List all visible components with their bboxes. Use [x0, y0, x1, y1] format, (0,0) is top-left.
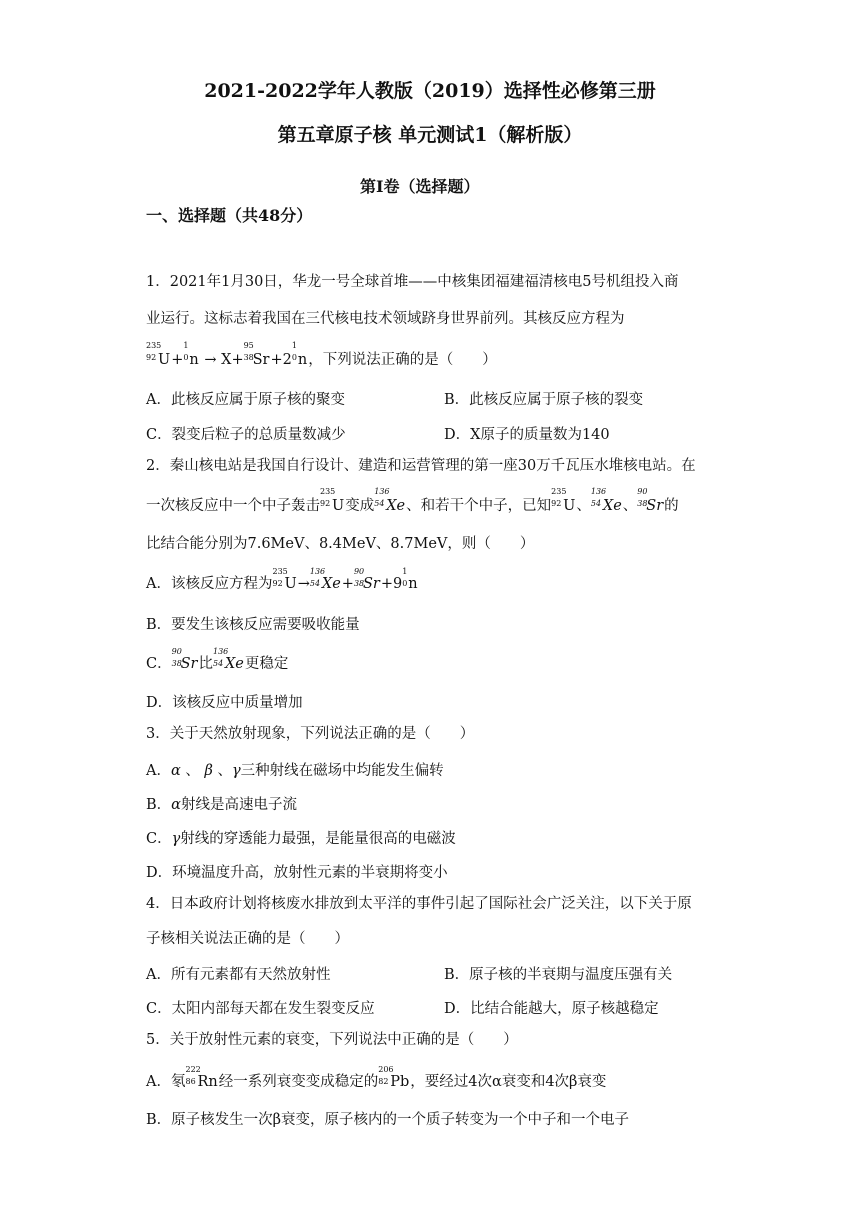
q1-option-a: A．此核反应属于原子核的聚变 [146, 392, 345, 408]
q3-option-a: A．α 、 β 、γ三种射线在磁场中均能发生偏转 [146, 763, 444, 779]
q1-option-c: C．裂变后粒子的总质量数减少 [146, 427, 346, 443]
document-title-line2: 第五章原子核 单元测试1（解析版） [277, 124, 583, 146]
arrow-symbol: → [204, 352, 217, 368]
q4-stem-line2: 子核相关说法正确的是（ ） [146, 931, 349, 947]
q2-stem-line2: 一次核反应中一个中子轰击 235 92 U变成 136 54 Xe、和若干个中子，已知 235 92 U、 136 54 Xe、 90 38 Sr的 [146, 487, 679, 514]
q1-stem-line2: 业运行。这标志着我国在三代核电技术领域跻身世界前列。其核反应方程为 [146, 311, 625, 327]
q5-stem: 5．关于放射性元素的衰变，下列说法中正确的是（ ） [146, 1032, 518, 1048]
q1-option-b: B．此核反应属于原子核的裂变 [444, 392, 644, 408]
q2-stem-line3: 比结合能分别为7.6MeV、8.4MeV、8.7MeV，则（ ） [146, 536, 535, 552]
volume-heading: 第I卷（选择题） [360, 177, 480, 196]
q4-option-c: C．太阳内部每天都在发生裂变反应 [146, 1001, 375, 1017]
q2-option-c: C． 90 38 Sr比 136 54 Xe更稳定 [146, 647, 289, 672]
q3-option-c: C．γ射线的穿透能力最强，是能量很高的电磁波 [146, 831, 456, 847]
nuclide-neutron: 1 0 n [183, 341, 199, 368]
q2-option-a: A．该核反应方程为 235 92 U→ 136 54 Xe+ 90 38 Sr+9 1 0 n [146, 567, 418, 592]
q2-option-b: B．要发生该核反应需要吸收能量 [146, 617, 360, 633]
q2-stem-line1: 2．秦山核电站是我国自行设计、建造和运营管理的第一座30万千瓦压水堆核电站。在 [146, 458, 696, 474]
nuclide-u235: 235 92 U [146, 341, 171, 368]
q2-option-d: D．该核反应中质量增加 [146, 695, 303, 711]
nuclide-neutron-2: 1 0 n [291, 341, 308, 368]
q4-option-d: D．比结合能越大，原子核越稳定 [444, 1001, 659, 1017]
q4-option-b: B．原子核的半衰期与温度压强有关 [444, 967, 673, 983]
q1-equation: 235 92 U+ 1 0 n → X+ 95 38 Sr+2 1 0 n，下列说法正确的是（ ） [146, 341, 497, 368]
nuclide-sr95: 95 38 Sr [243, 341, 270, 368]
q4-stem-line1: 4．日本政府计划将核废水排放到太平洋的事件引起了国际社会广泛关注，以下关于原 [146, 896, 692, 912]
q3-option-d: D．环境温度升高，放射性元素的半衰期将变小 [146, 865, 448, 881]
q3-option-b: B．α射线是高速电子流 [146, 797, 297, 813]
q3-stem: 3．关于天然放射现象，下列说法正确的是（ ） [146, 726, 475, 742]
q5-option-a: A．氡 222 86 Rn经一系列衰变变成稳定的 206 82 Pb，要经过4次α衰变和4次β衰变 [146, 1065, 607, 1090]
q1-option-d: D．X原子的质量数为140 [444, 427, 610, 443]
q1-stem-line1: 1．2021年1月30日，华龙一号全球首堆——中核集团福建福清核电5号机组投入商 [146, 274, 679, 290]
q5-option-b: B．原子核发生一次β衰变，原子核内的一个质子转变为一个中子和一个电子 [146, 1112, 630, 1128]
section-heading: 一、选择题（共48分） [146, 206, 313, 225]
q4-option-a: A．所有元素都有天然放射性 [146, 967, 331, 983]
document-title-line1: 2021-2022学年人教版（2019）选择性必修第三册 [204, 80, 656, 102]
